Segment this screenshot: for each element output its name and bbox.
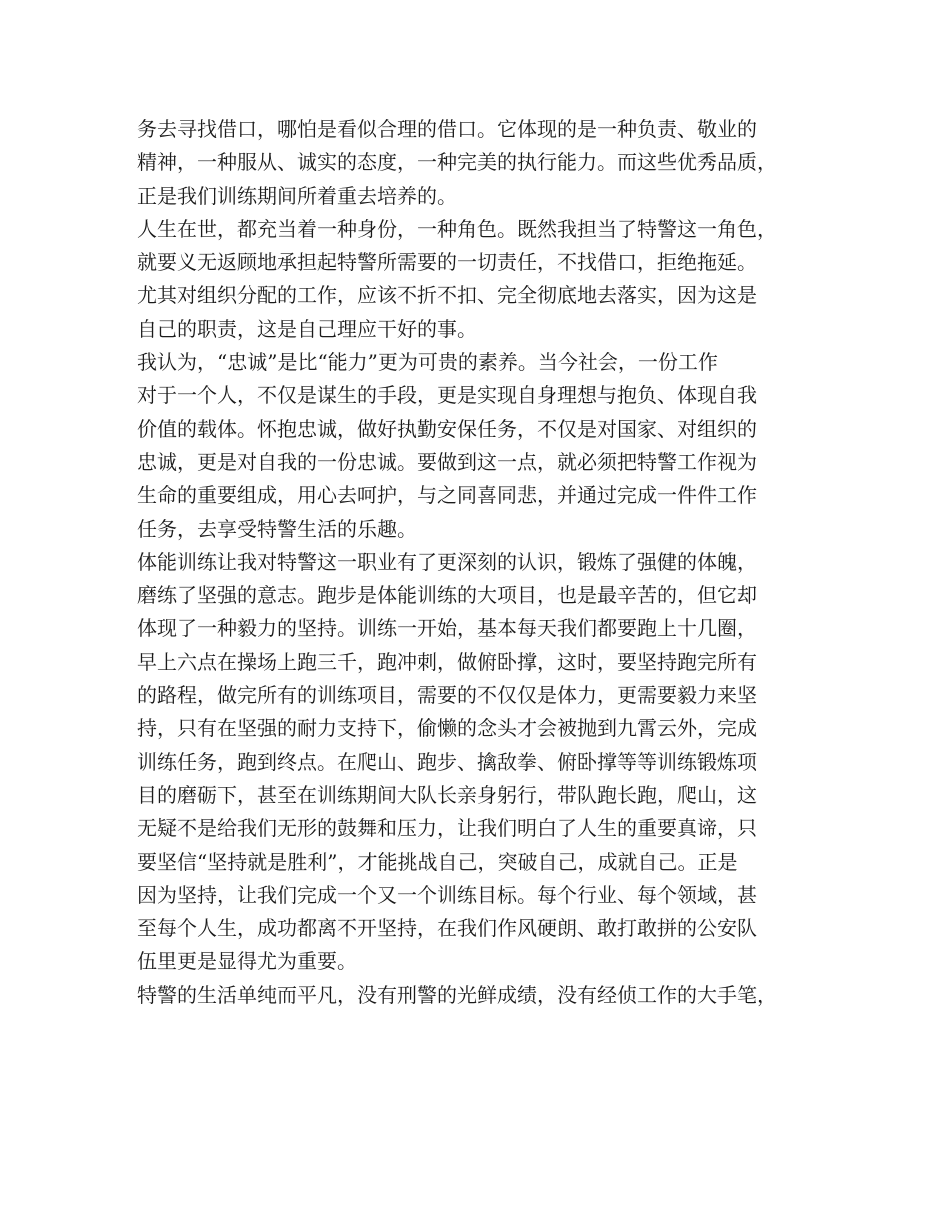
text-line: 体现了一种毅力的坚持。训练一开始，基本每天我们都要跑上十几圈， xyxy=(137,616,757,641)
text-line: 因为坚持，让我们完成一个又一个训练目标。每个行业、每个领域，甚 xyxy=(137,882,757,907)
text-line: 任务，去享受特警生活的乐趣。 xyxy=(137,516,417,541)
text-line: 磨练了坚强的意志。跑步是体能训练的大项目，也是最辛苦的，但它却 xyxy=(137,583,757,608)
text-line: 就要义无返顾地承担起特警所需要的一切责任，不找借口，拒绝拖延。 xyxy=(137,250,757,275)
text-line: 尤其对组织分配的工作，应该不折不扣、完全彻底地去落实，因为这是 xyxy=(137,283,757,308)
text-line: 生命的重要组成，用心去呵护，与之同喜同悲，并通过完成一件件工作 xyxy=(137,483,757,508)
text-line: 对于一个人，不仅是谋生的手段，更是实现自身理想与抱负、体现自我 xyxy=(137,383,757,408)
text-line: 目的磨砺下，甚至在训练期间大队长亲身躬行，带队跑长跑，爬山，这 xyxy=(137,782,757,807)
text-line: 价值的载体。怀抱忠诚，做好执勤安保任务，不仅是对国家、对组织的 xyxy=(137,416,757,441)
text-line: 忠诚，更是对自我的一份忠诚。要做到这一点，就必须把特警工作视为 xyxy=(137,449,757,474)
text-line: 我认为，“忠诚”是比“能力”更为可贵的素养。当今社会，一份工作 xyxy=(137,350,718,375)
text-line: 要坚信“坚持就是胜利”，才能挑战自己，突破自己，成就自己。正是 xyxy=(137,849,738,874)
text-line: 务去寻找借口，哪怕是看似合理的借口。它体现的是一种负责、敬业的 xyxy=(137,117,757,141)
text-line: 特警的生活单纯而平凡，没有刑警的光鲜成绩，没有经侦工作的大手笔， xyxy=(137,982,777,1007)
text-line: 精神，一种服从、诚实的态度，一种完美的执行能力。而这些优秀品质， xyxy=(137,150,777,175)
text-line: 自己的职责，这是自己理应干好的事。 xyxy=(137,316,477,341)
text-line: 正是我们训练期间所着重去培养的。 xyxy=(137,183,457,208)
text-line: 体能训练让我对特警这一职业有了更深刻的认识，锻炼了强健的体魄， xyxy=(137,549,757,574)
document-body-text xyxy=(137,113,827,1012)
text-line: 早上六点在操场上跑三千，跑冲刺，做俯卧撑，这时，要坚持跑完所有 xyxy=(137,649,757,674)
text-line: 无疑不是给我们无形的鼓舞和压力，让我们明白了人生的重要真谛，只 xyxy=(137,816,757,841)
text-line: 持，只有在坚强的耐力支持下，偷懒的念头才会被抛到九霄云外，完成 xyxy=(137,716,757,741)
text-line: 至每个人生，成功都离不开坚持，在我们作风硬朗、敢打敢拼的公安队 xyxy=(137,916,757,941)
text-line: 人生在世，都充当着一种身份，一种角色。既然我担当了特警这一角色， xyxy=(137,216,777,241)
text-line: 的路程，做完所有的训练项目，需要的不仅仅是体力，更需要毅力来坚 xyxy=(137,683,757,708)
text-line: 伍里更是显得尤为重要。 xyxy=(137,949,357,974)
text-line: 训练任务，跑到终点。在爬山、跑步、擒敌拳、俯卧撑等等训练锻炼项 xyxy=(137,749,757,774)
